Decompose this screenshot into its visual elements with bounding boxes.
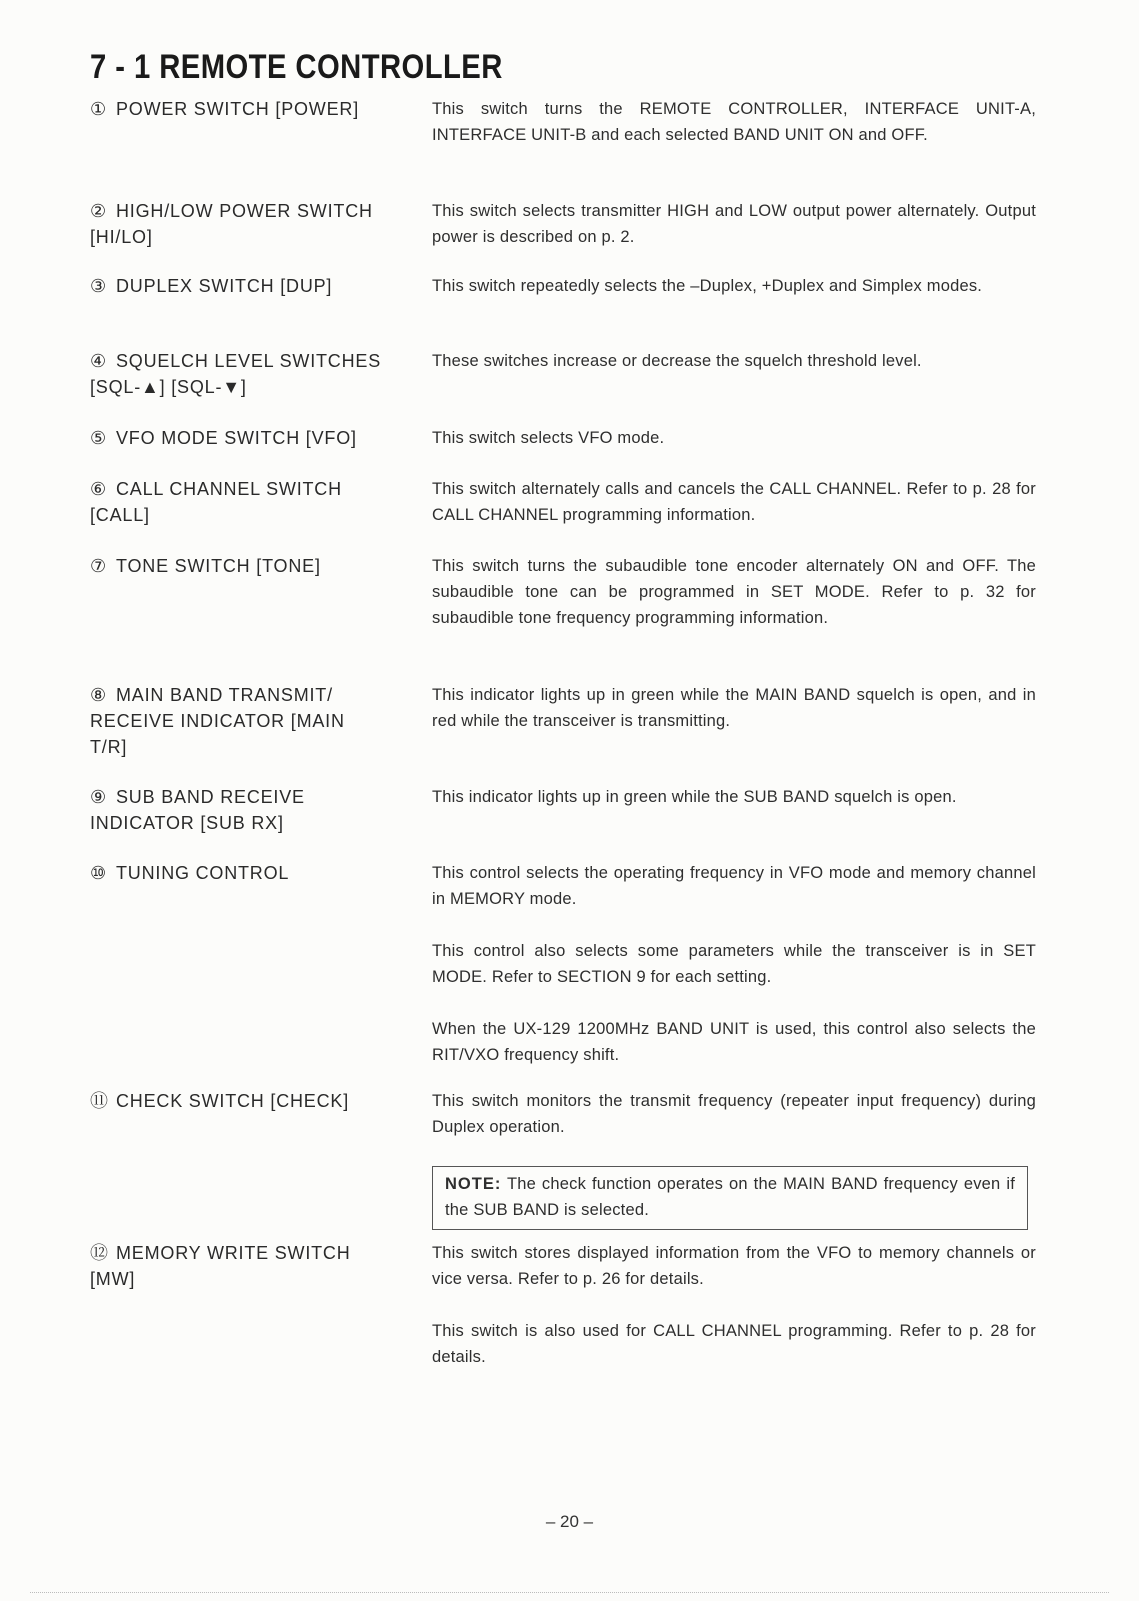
item-description	[432, 553, 1036, 631]
item-number: ⑪	[90, 1091, 109, 1111]
item-label	[90, 1240, 380, 1292]
description-paragraph: This switch repeatedly selects the –Duplex, +Duplex and Simplex modes.	[432, 277, 983, 295]
item-number: ⑫	[90, 1243, 109, 1263]
item-number: ①	[90, 99, 107, 119]
item-label-text: VFO MODE SWITCH [VFO]	[116, 428, 357, 448]
description-paragraph: This switch turns the REMOTE CONTROLLER, INTERFACE UNIT-A, INTERFACE UNIT-B and each selected BAND UNIT ON and OFF.	[432, 100, 1036, 144]
item-label-text: MEMORY WRITE SWITCH [MW]	[90, 1243, 351, 1289]
item-label-text: POWER SWITCH [POWER]	[116, 99, 359, 119]
item-label-text: MAIN BAND TRANSMIT/ RECEIVE INDICATOR [MAIN T/R]	[90, 685, 345, 757]
item-number: ②	[90, 201, 107, 221]
item-label	[90, 784, 360, 836]
note-box	[432, 1166, 1028, 1230]
item-label	[90, 425, 410, 451]
description-paragraph: This switch turns the subaudible tone encoder alternately ON and OFF. The subaudible tone can be programmed in SET MODE. Refer to p. 32 for subaudible tone frequency programming information.	[432, 557, 1036, 627]
item-description	[432, 1088, 1036, 1230]
item-number: ⑩	[90, 863, 107, 883]
item-number: ⑥	[90, 479, 107, 499]
description-paragraph: This switch alternately calls and cancels the CALL CHANNEL. Refer to p. 28 for CALL CHANNEL programming information.	[432, 480, 1036, 524]
page-number: – 20 –	[545, 1512, 594, 1531]
page-title: 7 - 1 REMOTE CONTROLLER	[90, 48, 503, 86]
description-paragraph: This switch selects VFO mode.	[432, 429, 665, 447]
item-description	[432, 348, 1036, 374]
description-paragraph: This switch monitors the transmit frequency (repeater input frequency) during Duplex operation.	[432, 1092, 1036, 1136]
description-paragraph: This switch stores displayed information from the VFO to memory channels or vice versa. Refer to p. 26 for details.	[432, 1244, 1036, 1288]
description-paragraph: When the UX-129 1200MHz BAND UNIT is used, this control also selects the RIT/VXO frequency shift.	[432, 1020, 1036, 1064]
item-description	[432, 860, 1036, 1068]
item-description	[432, 1240, 1036, 1370]
item-description	[432, 784, 1036, 810]
scan-artifact-divider	[30, 1592, 1109, 1595]
item-label	[90, 1088, 410, 1114]
item-label	[90, 273, 410, 299]
item-label-text: TUNING CONTROL	[116, 863, 290, 883]
description-paragraph: This switch is also used for CALL CHANNEL programming. Refer to p. 28 for details.	[432, 1322, 1036, 1366]
item-description	[432, 425, 1036, 451]
item-label	[90, 476, 380, 528]
item-number: ④	[90, 351, 107, 371]
note-text: The check function operates on the MAIN BAND frequency even if the SUB BAND is selected.	[445, 1175, 1015, 1219]
description-paragraph: This control also selects some parameters while the transceiver is in SET MODE. Refer to SECTION 9 for each setting.	[432, 942, 1036, 986]
description-paragraph: This indicator lights up in green while the MAIN BAND squelch is open, and in red while the transceiver is transmitting.	[432, 686, 1036, 730]
item-label-text: HIGH/LOW POWER SWITCH [HI/LO]	[90, 201, 373, 247]
item-label	[90, 553, 410, 579]
item-label-text: TONE SWITCH [TONE]	[116, 556, 321, 576]
item-label	[90, 348, 400, 400]
note-label: NOTE:	[445, 1175, 502, 1193]
item-label	[90, 682, 370, 760]
item-label-text: SUB BAND RECEIVE INDICATOR [SUB RX]	[90, 787, 305, 833]
description-paragraph: This indicator lights up in green while the SUB BAND squelch is open.	[432, 788, 957, 806]
item-number: ⑧	[90, 685, 107, 705]
item-label-text: CHECK SWITCH [CHECK]	[116, 1091, 350, 1111]
description-paragraph: This control selects the operating frequency in VFO mode and memory channel in MEMORY mode.	[432, 864, 1036, 908]
item-label-text: CALL CHANNEL SWITCH [CALL]	[90, 479, 342, 525]
item-label-text: SQUELCH LEVEL SWITCHES [SQL-▲] [SQL-▼]	[90, 351, 381, 397]
item-description	[432, 273, 1036, 299]
item-description	[432, 476, 1036, 528]
item-description	[432, 96, 1036, 148]
item-number: ⑦	[90, 556, 107, 576]
item-label	[90, 198, 390, 250]
item-label	[90, 860, 410, 886]
item-number: ⑤	[90, 428, 107, 448]
item-label-text: DUPLEX SWITCH [DUP]	[116, 276, 333, 296]
item-label	[90, 96, 410, 122]
description-paragraph: This switch selects transmitter HIGH and LOW output power alternately. Output power is described on p. 2.	[432, 202, 1036, 246]
item-number: ③	[90, 276, 107, 296]
item-description	[432, 682, 1036, 734]
description-paragraph: These switches increase or decrease the squelch threshold level.	[432, 352, 922, 370]
item-number: ⑨	[90, 787, 107, 807]
item-description	[432, 198, 1036, 250]
